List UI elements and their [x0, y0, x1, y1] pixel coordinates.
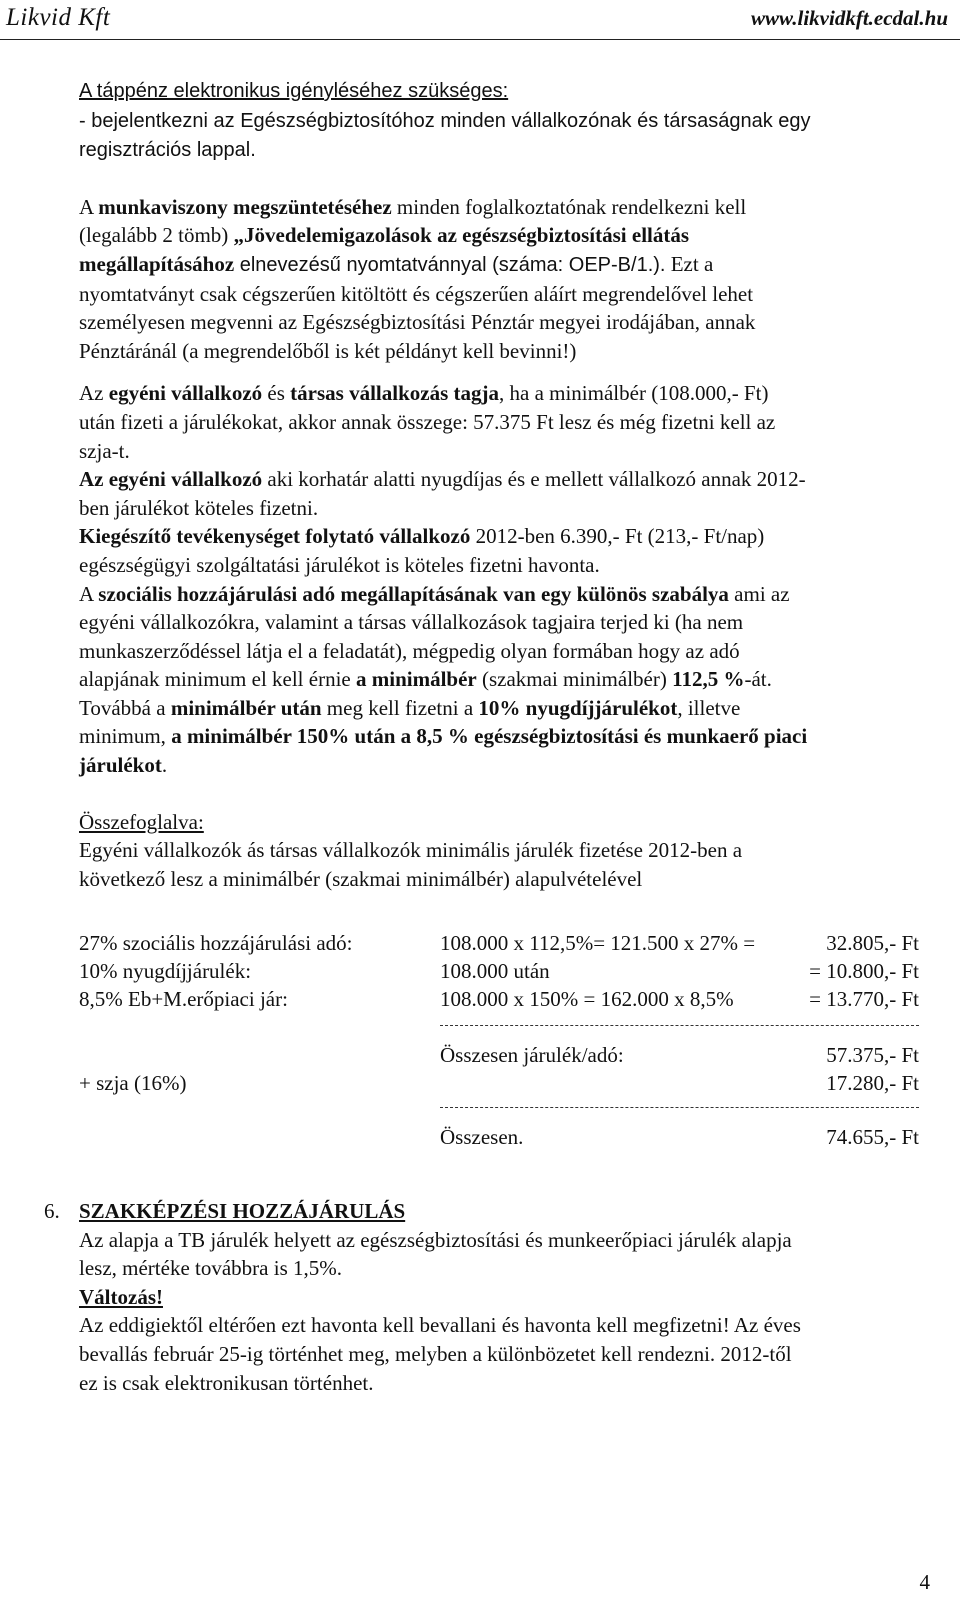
contribution-calculation — [79, 929, 919, 1153]
paragraph-nyugdijas: Az egyéni vállalkozó aki korhatár alatti nyugdíjas és e mellett vállalkozó annak 2012- ben járulékot köteles fizetni. — [79, 467, 806, 520]
calc-row-formula: 108.000 után — [440, 959, 550, 984]
szja-label: + szja (16%) — [79, 1071, 187, 1096]
szja-amount: 17.280,- Ft — [826, 1071, 919, 1096]
calc-row-formula: 108.000 x 150% = 162.000 x 8,5% — [440, 987, 734, 1012]
calc-row-label: 27% szociális hozzájárulási adó: — [79, 931, 353, 956]
calc-row-amount: = 10.800,- Ft — [809, 959, 919, 984]
section-title: SZAKKÉPZÉSI HOZZÁJÁRULÁS — [79, 1199, 406, 1223]
total-label: Összesen járulék/adó: — [440, 1043, 624, 1068]
grand-total-amount: 74.655,- Ft — [826, 1125, 919, 1150]
calc-row-amount: 32.805,- Ft — [826, 931, 919, 956]
calc-row-label: 10% nyugdíjjárulék: — [79, 959, 252, 984]
calc-row-formula: 108.000 x 112,5%= 121.500 x 27% = — [440, 931, 756, 956]
change-heading: Változás! — [79, 1284, 163, 1309]
dashed-separator — [440, 1025, 919, 1026]
summary: Összefoglalva: Egyéni vállalkozók ás társas vállalkozók minimális járulék fizetése 2012-ben a következő lesz a minimálbér (szakmai minimálbér) alapulvételével — [79, 809, 743, 891]
total-amount: 57.375,- Ft — [826, 1043, 919, 1068]
paragraph-munkaviszony: A munkaviszony megszüntetéséhez minden foglalkoztatónak rendelkezni kell (legalább 2 tömb) „Jövedelemigazolások az egészségbiztosítási ellátás megállapításához elnevezésű nyomtatvánnyal (száma: OEP-B/1.). Ezt a nyomtatványt csak cégszerűen kitöltött és cégszerűen aláírt megrendelővel lehet személyesen megvenni az Egészségbiztosítási Pénztár megyei irodájában, annak Pénztáránál (a megrendelőből is két példányt kell bevinni!) — [79, 194, 756, 363]
company-logo: Likvid Kft — [6, 4, 111, 31]
calc-row-amount: = 13.770,- Ft — [809, 987, 919, 1012]
section-number: 6. — [44, 1199, 60, 1223]
summary-title: Összefoglalva: — [79, 809, 204, 834]
paragraph-szocho: A szociális hozzájárulási adó megállapításának van egy különös szabálya ami az egyéni vállalkozókra, valamint a társas vállalkozások tagjaira terjed ki (ha nem munkaszerződéssel látja el a feladatát), mégpedig olyan formában hogy az adó alapjának minimum el kell érnie a minimálbér (szakmai minimálbér) 112,5 %-át. Továbbá a minimálbér után meg kell fizetni a 10% nyugdíjjárulékot, illetve minimum, a minimálbér 150% után a 8,5 % egészségbiztosítási és munkaerő piaci járulékot. — [79, 581, 808, 778]
section-szakkepzesi: 6. SZAKKÉPZÉSI HOZZÁJÁRULÁS Az alapja a TB járulék helyett az egészségbiztosítási és munkeerőpiaci járulék alapja lesz, mértéke továbbra is 1,5%. Változás! Az eddigiektől eltérően ezt havonta kell bevallani és havonta kell megfizetni! Az éves bevallás február 25-ig történhet meg, melyben a különbözetet kell rendezni. 2012-től ez is csak elektronikusan történhet. — [44, 1199, 801, 1395]
header-divider — [0, 39, 960, 40]
header-website: www.likvidkft.ecdal.hu — [751, 6, 948, 30]
dashed-separator — [440, 1107, 919, 1108]
paragraph-kiegeszito: Kiegészítő tevékenységet folytató vállalkozó 2012-ben 6.390,- Ft (213,- Ft/nap) egészségügyi szolgáltatási járulékot is köteles fizetni havonta. — [79, 524, 765, 577]
tappenz-title: A táppénz elektronikus igényléséhez szükséges: — [79, 80, 509, 102]
paragraph-tappenz: A táppénz elektronikus igényléséhez szükséges: - bejelentkezni az Egészségbiztosítóhoz minden vállalkozónak és társaságnak egy regisztrációs lappal. — [79, 80, 811, 162]
calc-row-label: 8,5% Eb+M.erőpiaci jár: — [79, 987, 288, 1012]
document-body — [79, 76, 919, 1153]
page-number: 4 — [919, 1570, 930, 1594]
paragraph-egyeni-vallalkozo: Az egyéni vállalkozó és társas vállalkozás tagja, ha a minimálbér (108.000,- Ft) után fizeti a járulékokat, akkor annak összege: 57.375 Ft lesz és még fizetni kell az szja-t. — [79, 381, 776, 463]
grand-total-label: Összesen. — [440, 1125, 524, 1150]
page-header — [0, 0, 960, 42]
